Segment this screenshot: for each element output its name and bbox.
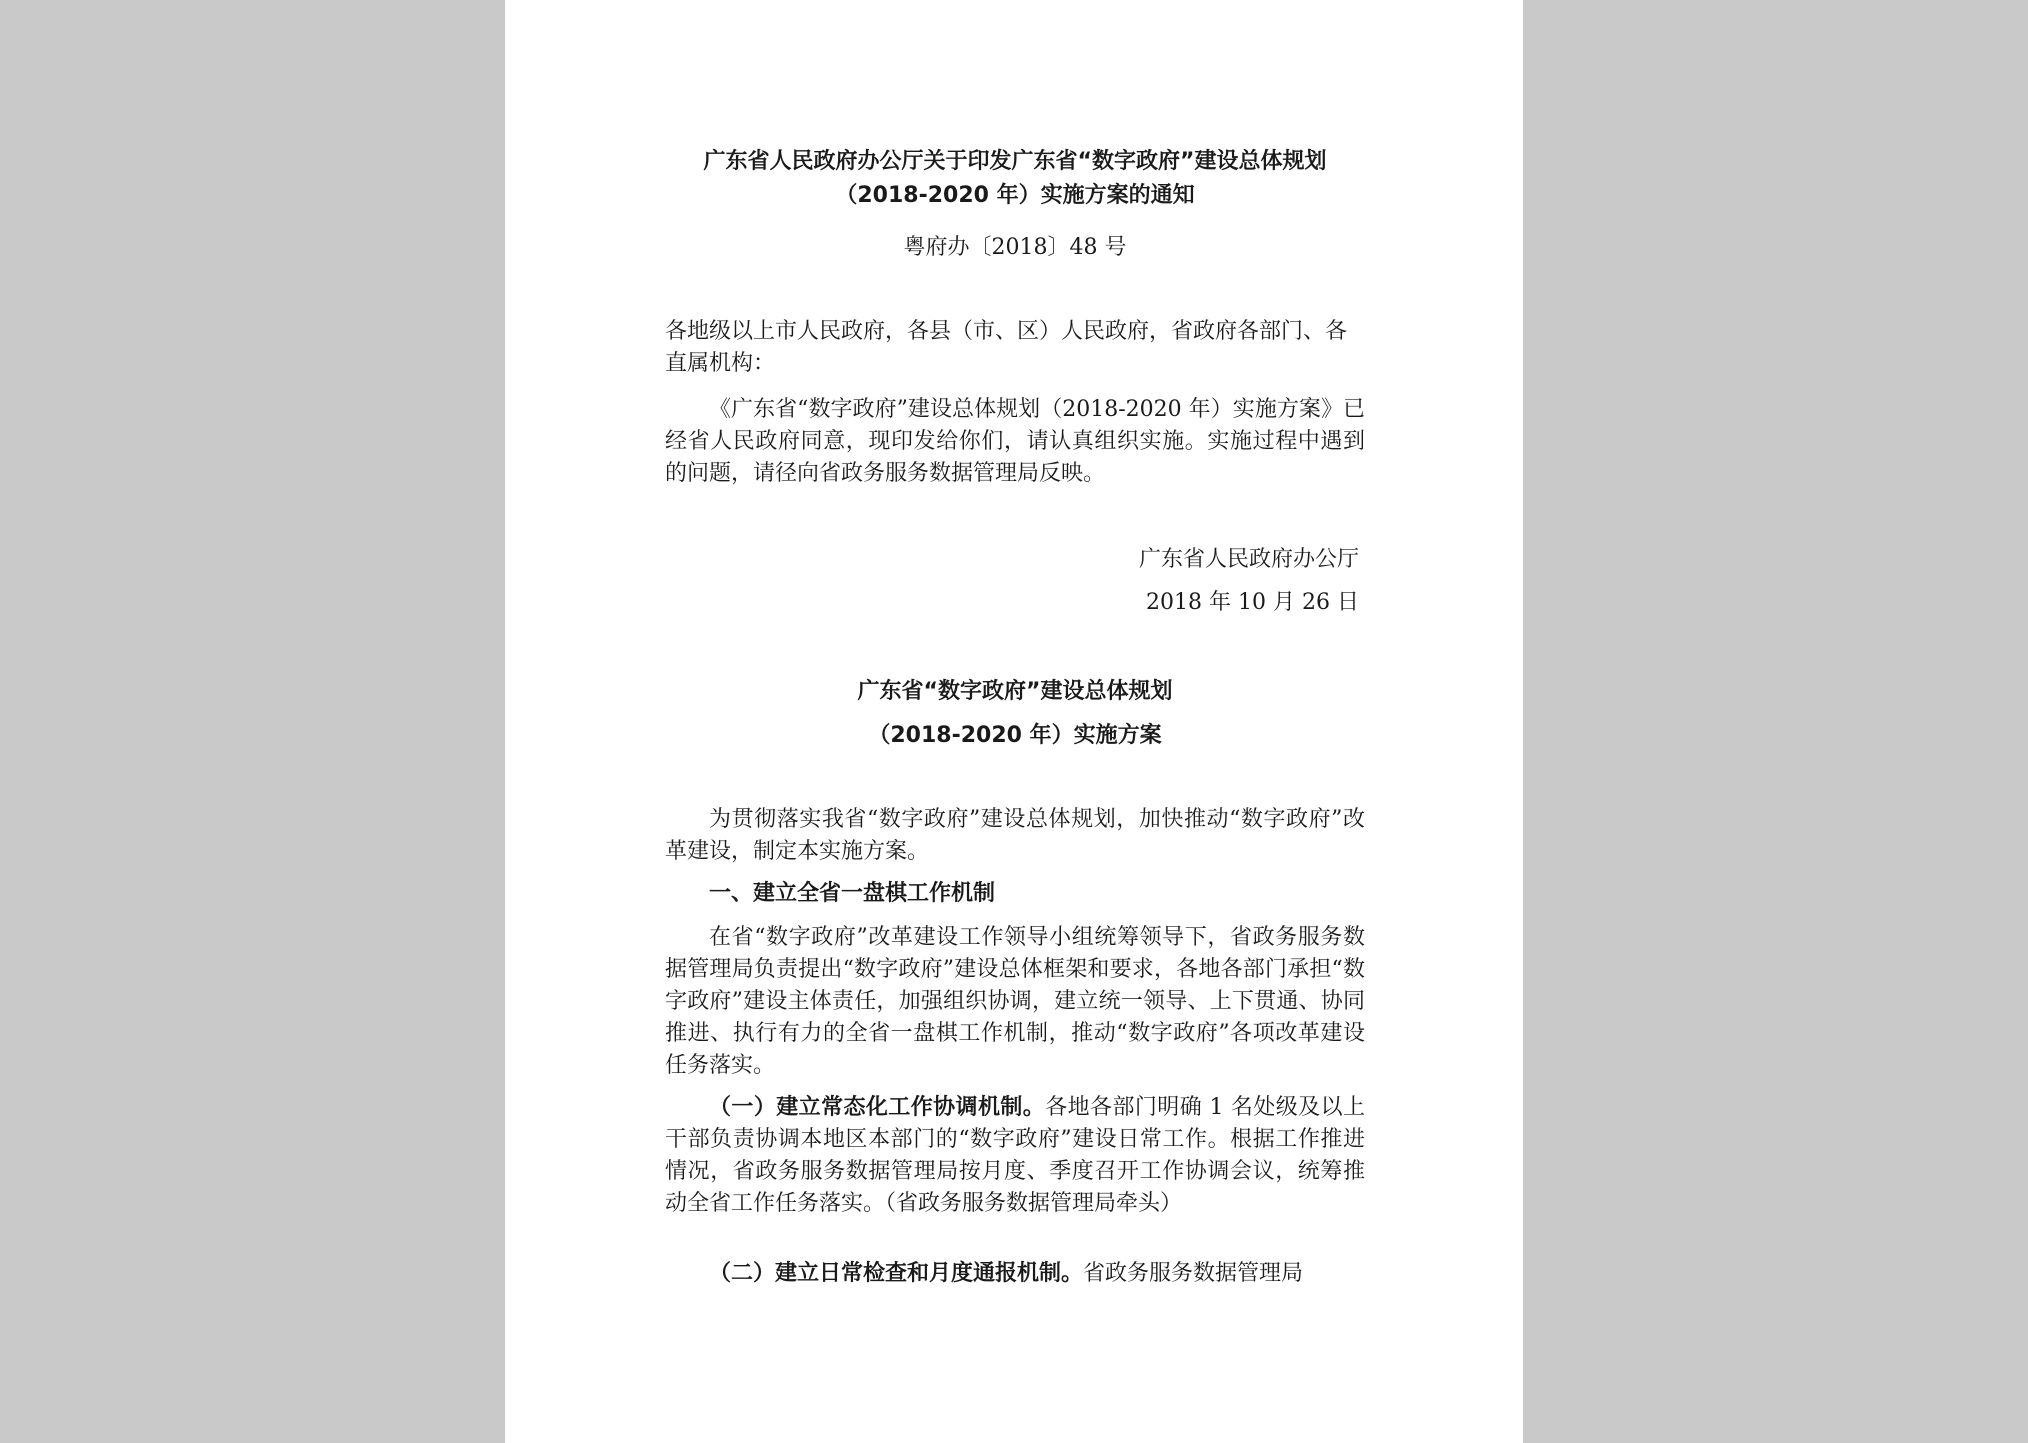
signature-date: 2018 年 10 月 26 日: [1146, 590, 1359, 615]
document-number: 粤府办〔2018〕48 号: [903, 235, 1127, 260]
document-page: [505, 0, 1523, 1443]
subsection1: [665, 1092, 1365, 1220]
signature-org: 广东省人民政府办公厅: [1138, 547, 1359, 572]
subsection2-heading: （二）建立日常检查和月度通报机制。: [709, 1261, 1084, 1286]
notice-title-line2: （2018-2020 年）实施方案的通知: [835, 183, 1195, 208]
section1-body: 在省“数字政府”改革建设工作领导小组统筹领导下，省政务服务数据管理局负责提出“数字政府”建设总体框架和要求，各地各部门承担“数字政府”建设主体责任，加强组织协调，建立统一领导、上下贯通、协同推进、执行有力的全省一盘棋工作机制，推动“数字政府”各项改革建设任务落实。: [665, 925, 1365, 1078]
notice-title: [665, 145, 1365, 213]
subsection2: [665, 1258, 1365, 1290]
addressee: 各地级以上市人民政府，各县（市、区）人民政府，省政府各部门、各直属机构：: [665, 319, 1348, 376]
section1-heading: 一、建立全省一盘棋工作机制: [709, 881, 996, 906]
subsection1-body: 各地各部门明确 1 名处级及以上干部负责协调本地区本部门的“数字政府”建设日常工作。根据工作推进情况，省政务服务数据管理局按月度、季度召开工作协调会议，统筹推动全省工作任务落实。（省政务服务数据管理局牵头）: [665, 1095, 1365, 1216]
plan-title-line2: （2018-2020 年）实施方案: [868, 723, 1162, 748]
notice-title-line1: 广东省人民政府办公厅关于印发广东省“数字政府”建设总体规划: [703, 149, 1327, 174]
plan-intro: 为贯彻落实我省“数字政府”建设总体规划，加快推动“数字政府”改革建设，制定本实施方案。: [665, 807, 1365, 864]
subsection1-heading: （一）建立常态化工作协调机制。: [709, 1095, 1046, 1120]
plan-title-line1: 广东省“数字政府”建设总体规划: [857, 679, 1173, 704]
notice-body: 《广东省“数字政府”建设总体规划（2018-2020 年）实施方案》已经省人民政府同意，现印发给你们，请认真组织实施。实施过程中遇到的问题，请径向省政务服务数据管理局反映。: [665, 397, 1365, 486]
subsection2-body: 省政务服务数据管理局: [1083, 1261, 1304, 1286]
